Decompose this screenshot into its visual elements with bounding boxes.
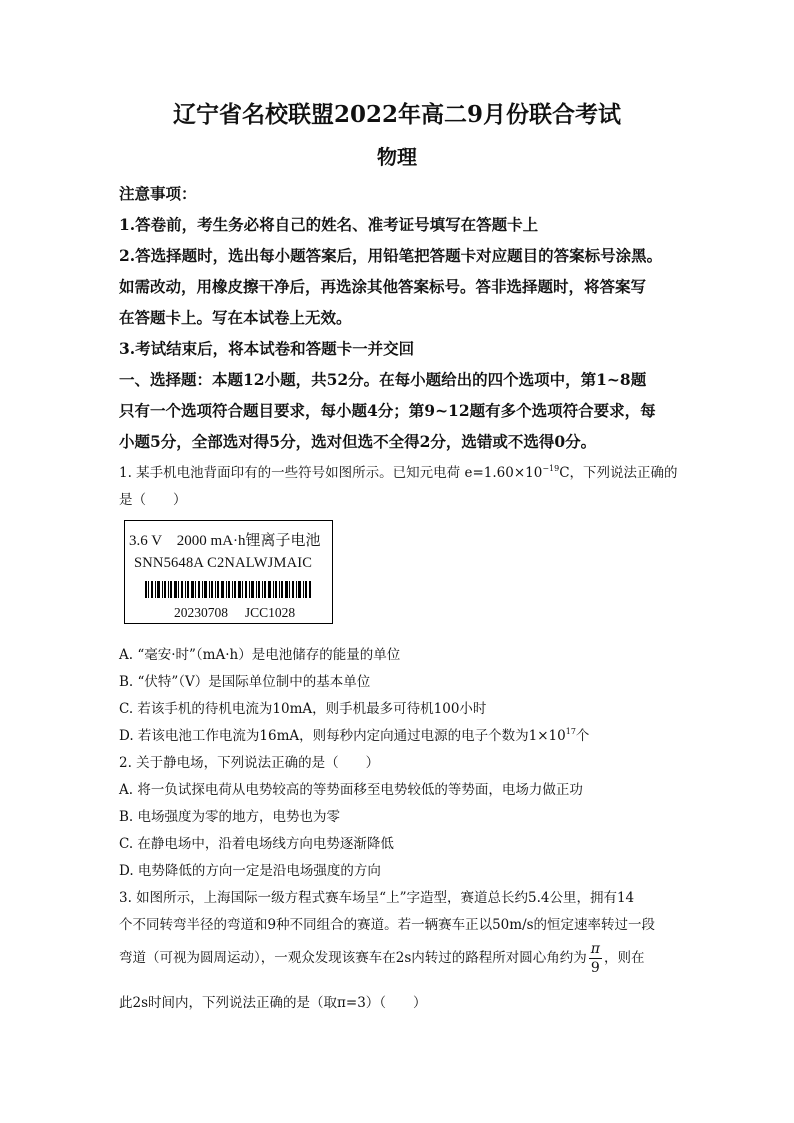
q1-stem-text: 1. 某手机电池背面印有的一些符号如图所示。已知元电荷 e=1.60×10 xyxy=(119,465,543,481)
q3-stem-line1: 3. 如图所示，上海国际一级方程式赛车场呈“上”字造型，赛道总长约5.4公里，拥有14 xyxy=(119,890,635,906)
fraction-numerator: π xyxy=(590,941,600,957)
fraction-denominator: 9 xyxy=(590,960,600,976)
q2-option-c: C. 在静电场中，沿着电场线方向电势逐渐降低 xyxy=(119,836,394,852)
q3-stem-line3 xyxy=(119,942,644,975)
q3-stem-line3-text: 弯道（可视为圆周运动），一观众发现该赛车在2s内转过的路程所对圆心角约为 xyxy=(119,950,587,966)
q3-stem-line3-end: ，则在 xyxy=(603,950,645,966)
notice-heading: 注意事项： xyxy=(119,184,197,203)
q1-option-d-unit: 个 xyxy=(575,728,590,744)
exam-title: 辽宁省名校联盟2022年高二9月份联合考试 xyxy=(172,101,622,128)
q1-option-d xyxy=(119,724,589,744)
q1-option-d-exponent: 17 xyxy=(565,727,576,736)
q2-option-a: A. 将一负试探电荷从电势较高的等势面移至电势较低的等势面，电场力做正功 xyxy=(119,782,583,798)
q3-stem-line2: 个不同转弯半径的弯道和9种不同组合的赛道。若一辆赛车正以50m/s的恒定速率转过一段 xyxy=(119,917,656,933)
q1-stem-text-end: C，下列说法正确的 xyxy=(559,465,678,481)
pi-over-9-fraction xyxy=(589,942,602,975)
q2-stem: 2. 关于静电场，下列说法正确的是（ ） xyxy=(119,755,380,771)
section-line: 一、选择题：本题12小题，共52分。在每小题给出的四个选项中，第1~8题 xyxy=(119,370,647,389)
notice-line: 3.考试结束后，将本试卷和答题卡一并交回 xyxy=(119,339,415,358)
notice-line: 2.答选择题时，选出每小题答案后，用铅笔把答题卡对应题目的答案标号涂黑。 xyxy=(119,246,663,265)
q2-option-b: B. 电场强度为零的地方，电势也为零 xyxy=(119,809,341,825)
subject-title: 物理 xyxy=(377,145,417,169)
q1-stem-line2: 是（ ） xyxy=(119,492,187,508)
q1-option-a: A. “毫安·时”（mA·h）是电池储存的能量的单位 xyxy=(119,647,401,663)
q1-stem xyxy=(119,461,678,481)
section-line: 小题5分，全部选对得5分，选对但选不全得2分，选错或不选得0分。 xyxy=(119,432,597,451)
q3-stem-line4: 此2s时间内，下列说法正确的是（取π=3）（ ） xyxy=(119,995,427,1011)
q1-stem-exponent: −19 xyxy=(542,464,560,473)
notice-line: 在答题卡上。写在本试卷上无效。 xyxy=(119,308,352,327)
battery-label-figure xyxy=(124,520,333,624)
q1-option-c: C. 若该手机的待机电流为10mA，则手机最多可待机100小时 xyxy=(119,701,487,717)
battery-spec: 3.6 V 2000 mA·h锂离子电池 xyxy=(129,533,321,549)
notice-line: 如需改动，用橡皮擦干净后，再选涂其他答案标号。答非选择题时，将答案写 xyxy=(119,277,647,296)
q1-option-d-text: D. 若该电池工作电流为16mA，则每秒内定向通过电源的电子个数为1×10 xyxy=(119,728,566,744)
q2-option-d: D. 电势降低的方向一定是沿电场强度的方向 xyxy=(119,863,381,879)
battery-date-code: 20230708 JCC1028 xyxy=(174,605,296,620)
battery-serial: SNN5648A C2NALWJMAIC xyxy=(134,555,313,571)
q1-option-b: B. “伏特”（V）是国际单位制中的基本单位 xyxy=(119,674,371,690)
notice-line: 1.答卷前，考生务必将自己的姓名、准考证号填写在答题卡上 xyxy=(119,215,539,234)
barcode-graphic xyxy=(145,581,311,598)
section-line: 只有一个选项符合题目要求，每小题4分；第9~12题有多个选项符合要求，每 xyxy=(119,401,656,420)
